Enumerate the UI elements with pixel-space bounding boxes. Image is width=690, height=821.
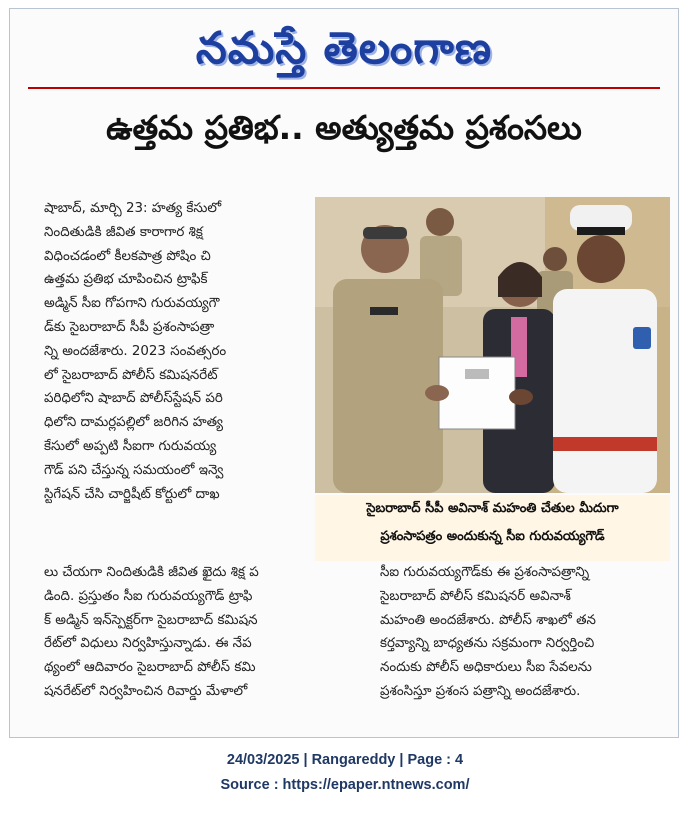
body-line: డ్‌కు సైబరాబాద్ సీపీ ప్రశంసాపత్రా xyxy=(44,319,215,335)
body-line: డింది. ప్రస్తుతం సీఐ గురువయ్యగౌడ్ ట్రాఫి xyxy=(44,588,253,604)
body-line: లో సైబరాబాద్ పోలీస్ కమిషనరేట్ xyxy=(44,367,218,383)
body-line: ధిలోని దామర్లపల్లిలో జరిగిన హత్య xyxy=(44,415,224,431)
newspaper-clipping xyxy=(9,8,679,738)
body-line: నిందితుడికి జీవిత కారాగార శిక్ష xyxy=(44,224,203,240)
body-line: నందుకు పోలీస్ అధికారులు సీఐ సేవలను xyxy=(380,660,592,676)
award-ceremony-photo xyxy=(315,197,670,493)
article-body-left-column xyxy=(44,197,306,506)
footer-source: Source : https://epaper.ntnews.com/ xyxy=(220,777,470,793)
body-line: విధించడంలో కీలకపాత్ర పోషిం చి xyxy=(44,248,211,264)
caption-line-2: ప్రశంసాపత్రం అందుకున్న సీఐ గురువయ్యగౌడ్ xyxy=(380,529,605,544)
body-line: న్ని అందజేశారు. 2023 సంవత్సరం xyxy=(44,343,227,359)
article-body-bottom-left xyxy=(44,561,344,704)
body-line: సైబరాబాద్ పోలీస్ కమిషనర్ అవినాశ్ xyxy=(380,588,571,604)
article-body-bottom-right xyxy=(380,561,676,704)
masthead-divider xyxy=(28,87,660,89)
body-line: షాబాద్, మార్చి 23: హత్య కేసులో xyxy=(44,201,222,216)
body-line: సీఐ గురువయ్యగౌడ్‌కు ఈ ప్రశంసాపత్రాన్ని xyxy=(380,565,590,580)
body-line: అడ్మిన్ సీఐ గోపగాని గురువయ్యగౌ xyxy=(44,296,220,312)
body-line: మహంతి అందజేశారు. పోలీస్ శాఖలో తన xyxy=(380,612,596,628)
caption-line-1: సైబరాబాద్ సీపీ అవినాశ్ మహంతి చేతుల మీదుగా xyxy=(366,501,619,516)
body-line: స్టిగేషన్ చేసి చార్జిషీట్ కోర్టులో దాఖ xyxy=(44,486,220,502)
photo-illustration xyxy=(315,197,670,493)
body-line: క్ అడ్మిన్ ఇన్‌స్పెక్టర్‌గా సైబరాబాద్ కమిషన xyxy=(44,612,258,628)
body-line: కర్తవ్యాన్ని బాధ్యతను సక్రమంగా నిర్వర్తించి xyxy=(380,636,595,652)
article-headline: ఉత్తమ ప్రతిభ.. అత్యుత్తమ ప్రశంసలు xyxy=(106,108,582,147)
footer-date-edition: 24/03/2025 | Rangareddy | Page : 4 xyxy=(226,752,464,768)
body-line: లు చేయగా నిందితుడికి జీవిత ఖైదు శిక్ష ప xyxy=(44,565,259,580)
body-line: పరిధిలోని షాబాద్ పోలీస్‌స్టేషన్ పరి xyxy=(44,391,223,407)
body-line: ప్రశంసిస్తూ ప్రశంస పత్రాన్ని అందజేశారు. xyxy=(380,683,581,699)
body-line: రేట్‌లో విధులు నిర్వహిస్తున్నాడు. ఈ నేప xyxy=(44,636,252,652)
body-line: థ్యంలో ఆదివారం సైబరాబాద్ పోలీస్ కమి xyxy=(44,660,256,676)
body-line: గౌడ్ పని చేస్తున్న సమయంలో ఇన్వె xyxy=(44,462,224,478)
photo-caption xyxy=(315,495,670,561)
body-line: ఉత్తమ ప్రతిభ చూపించిన ట్రాఫిక్ xyxy=(44,272,208,288)
body-line: షనరేట్‌లో నిర్వహించిన రివార్డు మేళాలో xyxy=(44,683,248,699)
body-line: కేసులో అప్పటి సీఐగా గురువయ్య xyxy=(44,438,217,454)
masthead-logo: నమస్తే తెలంగాణ xyxy=(195,23,493,74)
